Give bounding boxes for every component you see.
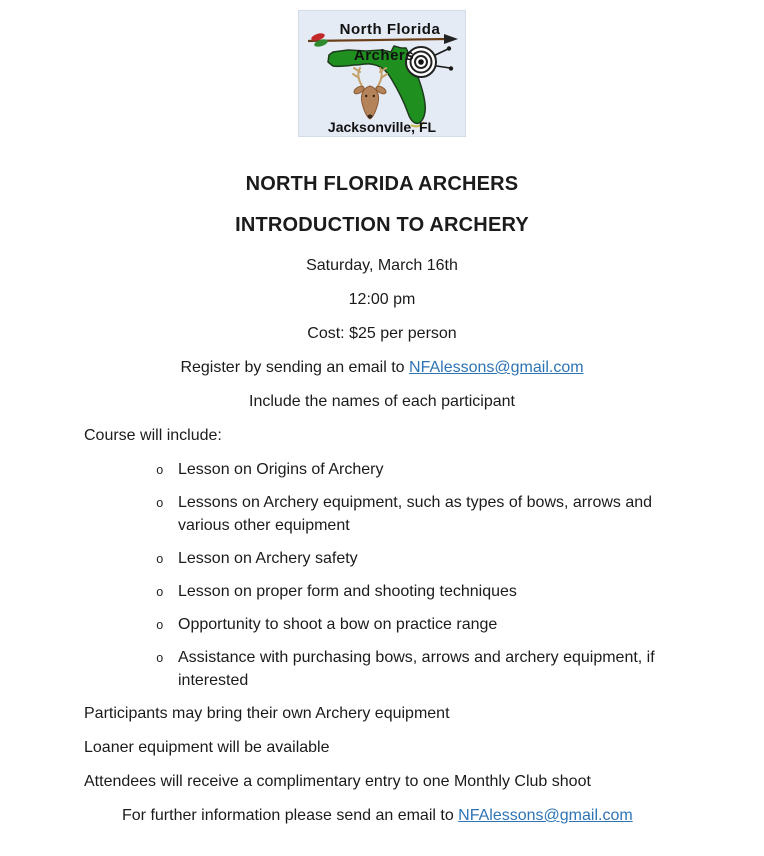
bullet-marker: o: [156, 619, 164, 633]
list-item: [84, 491, 680, 537]
register-line: [84, 356, 680, 379]
list-item-text: Lessons on Archery equipment, such as types of bows, arrows and various other equipment: [178, 494, 653, 534]
event-time: 12:00 pm: [348, 291, 416, 308]
logo-org-name-line1: North Florida: [339, 21, 441, 38]
course-intro: Course will include:: [84, 427, 222, 444]
list-item: [84, 646, 680, 692]
more-info-text: For further information please send an email to: [122, 807, 459, 824]
bullet-marker: o: [156, 652, 164, 666]
list-item-text: Opportunity to shoot a bow on practice range: [178, 616, 498, 633]
club-logo: [298, 10, 466, 137]
bullet-marker: o: [156, 586, 164, 600]
note-loaner: Loaner equipment will be available: [84, 739, 330, 756]
logo-org-name-line2: Archers: [353, 47, 415, 64]
list-item-text: Lesson on proper form and shooting techniques: [178, 583, 517, 600]
bullet-marker: o: [156, 464, 164, 478]
list-item: [84, 547, 680, 570]
logo-row: [84, 10, 680, 142]
list-item: [84, 580, 680, 603]
list-item-text: Lesson on Origins of Archery: [178, 461, 384, 478]
participants-note: Include the names of each participant: [249, 393, 515, 410]
logo-city-label: Jacksonville, FL: [327, 119, 437, 135]
register-text: Register by sending an email to: [180, 359, 410, 376]
page-subtitle: INTRODUCTION TO ARCHERY: [235, 214, 529, 236]
register-email-link[interactable]: NFAlessons@gmail.com: [409, 359, 584, 376]
more-info-email-link[interactable]: NFAlessons@gmail.com: [458, 807, 633, 824]
more-info-line: [84, 804, 680, 827]
event-cost: Cost: $25 per person: [307, 325, 457, 342]
list-item-text: Lesson on Archery safety: [178, 550, 358, 567]
note-equipment: Participants may bring their own Archery equipment: [84, 705, 450, 722]
list-item: [84, 613, 680, 636]
note-complimentary: Attendees will receive a complimentary entry to one Monthly Club shoot: [84, 773, 591, 790]
bullet-marker: o: [156, 497, 164, 511]
page-title: NORTH FLORIDA ARCHERS: [245, 173, 519, 195]
list-item: [84, 458, 680, 481]
bullet-marker: o: [156, 553, 164, 567]
list-item-text: Assistance with purchasing bows, arrows and archery equipment, if interested: [178, 649, 655, 689]
course-list: [84, 458, 680, 692]
event-date: Saturday, March 16th: [306, 257, 458, 274]
